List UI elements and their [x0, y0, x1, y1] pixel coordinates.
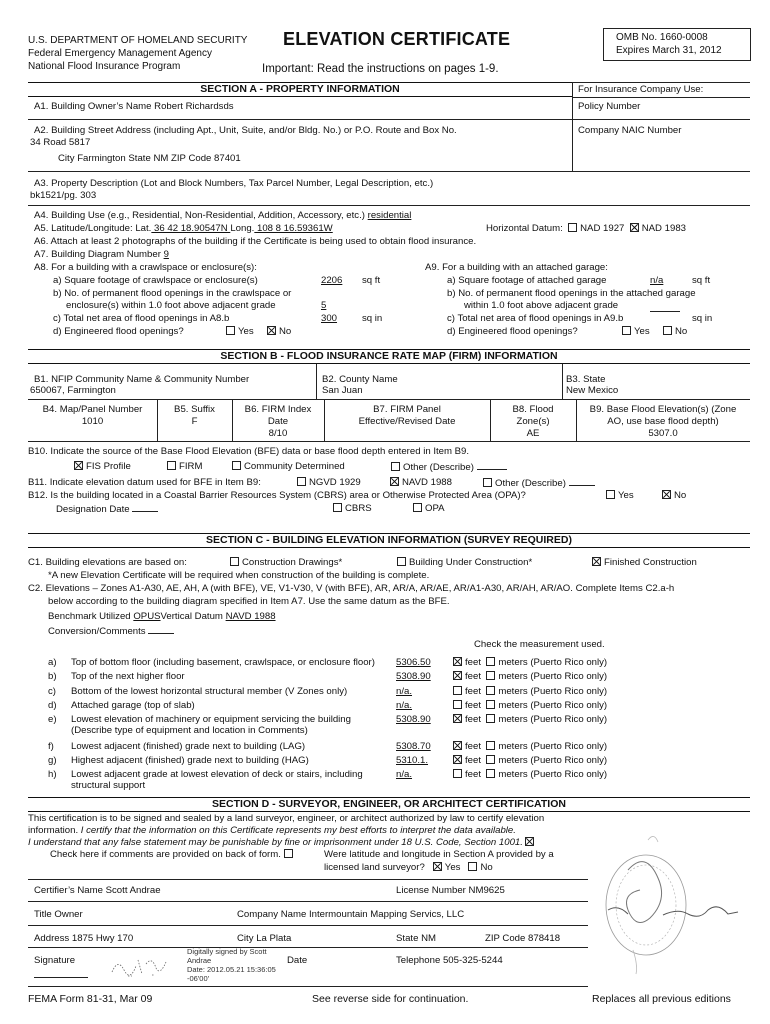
feet-checkbox[interactable]	[453, 741, 462, 750]
latlong-question-2: licensed land surveyor? Yes No	[324, 862, 493, 873]
b6-cell: B6. FIRM Index Date 8/10	[232, 404, 324, 440]
a8-label: A8. For a building with a crawlspace or enclosure(s):	[34, 262, 257, 273]
a8d-no-checkbox[interactable]	[267, 326, 276, 335]
row-units: feet meters (Puerto Rico only)	[453, 686, 607, 698]
benchmark-line: Benchmark Utilized OPUSVertical Datum NAVD 1988	[48, 611, 276, 622]
a8a-label: a) Square footage of crawlspace or enclosure(s)	[53, 275, 258, 286]
a7-diagram: A7. Building Diagram Number 9	[34, 249, 169, 260]
meters-checkbox[interactable]	[486, 714, 495, 723]
construction-drawings-checkbox[interactable]	[230, 557, 239, 566]
c1-uc-option: Building Under Construction*	[397, 557, 532, 569]
row-description: Lowest adjacent (finished) grade next to building (LAG)	[71, 741, 306, 752]
row-letter: g)	[48, 755, 57, 766]
c1-cd-option: Construction Drawings*	[230, 557, 342, 569]
nad83-checkbox[interactable]	[630, 223, 639, 232]
a8c-unit: sq in	[362, 313, 383, 324]
certifier-zip: ZIP Code 878418	[485, 933, 561, 944]
feet-checkbox[interactable]	[453, 671, 462, 680]
row-elevation-value: 5310.1.	[396, 755, 429, 766]
a8b-label-1: b) No. of permanent flood openings in the crawlspace or	[53, 288, 292, 299]
a3-description-value: bk1521/pg. 303	[30, 190, 97, 201]
row-description: Lowest adjacent grade at lowest elevation of deck or stairs, including	[71, 769, 363, 780]
row-units: feet meters (Puerto Rico only)	[453, 769, 607, 781]
row-description: Bottom of the lowest horizontal structural member (V Zones only)	[71, 686, 348, 697]
c1-note: *A new Elevation Certificate will be required when construction of the building is complete.	[48, 570, 430, 581]
row-description: Attached garage (top of slab)	[71, 700, 195, 711]
feet-checkbox[interactable]	[453, 769, 462, 778]
row-elevation-value: n/a.	[396, 686, 413, 697]
b5-value: F	[191, 416, 198, 427]
document-title: ELEVATION CERTIFICATE	[283, 29, 511, 49]
row-elevation-value: 5308.90	[396, 671, 431, 682]
ngvd-checkbox[interactable]	[297, 477, 306, 486]
section-d-title: SECTION D - SURVEYOR, ENGINEER, OR ARCHITECT CERTIFICATION	[28, 797, 750, 812]
a8b-value: 5	[321, 300, 327, 311]
cert-checkbox[interactable]	[525, 837, 534, 846]
b2-value: San Juan	[322, 385, 363, 396]
b12-yes-option: Yes	[606, 490, 634, 502]
row-elevation-value: n/a.	[396, 769, 413, 780]
certifier-city: City La Plata	[237, 933, 292, 944]
row-letter: h)	[48, 769, 57, 780]
row-letter: d)	[48, 700, 57, 711]
row-letter: b)	[48, 671, 57, 682]
b5-cell: B5. Suffix F	[157, 404, 232, 428]
section-a-title: SECTION A - PROPERTY INFORMATION	[28, 82, 572, 97]
check-measurement-label: Check the measurement used.	[474, 639, 605, 650]
a5-datum: Horizontal Datum: NAD 1927 NAD 1983	[486, 223, 686, 234]
community-determined-checkbox[interactable]	[232, 461, 241, 470]
a9c-label: c) Total net area of flood openings in A9.b	[447, 313, 624, 324]
a7-value: 9	[163, 249, 169, 260]
b11-other-blank[interactable]	[569, 477, 595, 486]
row-elevation-value: 5308.90	[396, 714, 431, 725]
agency-block	[28, 34, 247, 73]
c2-text-2: below according to the building diagram specified in Item A7. Use the same datum as the BFE.	[48, 596, 450, 607]
a2-address-label: A2. Building Street Address (including Apt., Unit, Suite, and/or Bldg. No.) or P.O. Route and Box No.	[34, 125, 457, 136]
row-units: feet meters (Puerto Rico only)	[453, 714, 607, 726]
b11-other-checkbox[interactable]	[483, 478, 492, 487]
latlong-yes-checkbox[interactable]	[433, 862, 442, 871]
b12-no-checkbox[interactable]	[662, 490, 671, 499]
certifier-title: Title Owner	[34, 909, 83, 920]
b3-value: New Mexico	[566, 385, 619, 396]
row-units: feet meters (Puerto Rico only)	[453, 657, 607, 669]
a2-city-state-zip: City Farmington State NM ZIP Code 87401	[58, 153, 241, 164]
finished-construction-checkbox[interactable]	[592, 557, 601, 566]
important-note: Important: Read the instructions on pages 1-9.	[262, 63, 499, 75]
a9a-label: a) Square footage of attached garage	[447, 275, 607, 286]
a1-owner-name: A1. Building Owner’s Name Robert Richardsds	[34, 101, 234, 112]
row-units: feet meters (Puerto Rico only)	[453, 755, 607, 767]
b3-label: B3. State	[566, 374, 606, 385]
b2-label: B2. County Name	[322, 374, 398, 385]
row-elevation-value: 5306.50	[396, 657, 431, 668]
a8d-yes-checkbox[interactable]	[226, 326, 235, 335]
row-letter: e)	[48, 714, 57, 725]
a8c-label: c) Total net area of flood openings in A8.b	[53, 313, 230, 324]
row-units: feet meters (Puerto Rico only)	[453, 700, 607, 712]
replaces-note: Replaces all previous editions	[592, 993, 731, 1005]
row-description-2: structural support	[71, 780, 146, 791]
row-letter: c)	[48, 686, 56, 697]
b12-yes-checkbox[interactable]	[606, 490, 615, 499]
b12-no-option: No	[662, 490, 686, 502]
agency-line-2: Federal Emergency Management Agency	[28, 48, 212, 59]
b8-cell: B8. Flood Zone(s) AE	[490, 404, 576, 440]
meters-checkbox[interactable]	[486, 741, 495, 750]
form-number: FEMA Form 81-31, Mar 09	[28, 993, 153, 1005]
c1-fc-option: Finished Construction	[592, 557, 697, 569]
date-label: Date	[287, 955, 308, 966]
continuation-note: See reverse side for continuation.	[312, 993, 469, 1005]
digital-signature-block: Digitally signed by Scott Andrae Date: 2012.05.21 15:36:05 -06'00'	[187, 947, 276, 983]
b6-value: 8/10	[268, 428, 288, 439]
telephone: Telephone 505-325-5244	[396, 955, 503, 966]
signature-image	[108, 950, 178, 980]
cbrs-checkbox[interactable]	[333, 503, 342, 512]
b12-designation: Designation Date	[56, 503, 158, 516]
b10-other-blank[interactable]	[477, 461, 507, 470]
row-description-2: (Describe type of equipment and location in Comments)	[71, 725, 308, 736]
meters-checkbox[interactable]	[486, 700, 495, 709]
b11-other-option: Other (Describe)	[483, 477, 595, 490]
benchmark-value: OPUS	[133, 611, 161, 622]
b11-ngvd-option: NGVD 1929	[297, 477, 361, 489]
cert-text-3: I understand that any false statement may be punishable by fine or imprisonment under 18 U.S. Code, Section 1001.	[28, 837, 537, 849]
meters-checkbox[interactable]	[486, 755, 495, 764]
b11-navd-option: NAVD 1988	[390, 477, 452, 489]
a8b-label-2: enclosure(s) within 1.0 foot above adjacent grade	[66, 300, 276, 311]
section-b-title: SECTION B - FLOOD INSURANCE RATE MAP (FIRM) INFORMATION	[28, 349, 750, 364]
agency-line-3: National Flood Insurance Program	[28, 61, 181, 72]
latlong-question-1: Were latitude and longitude in Section A provided by a	[324, 849, 554, 860]
agency-line-1: U.S. DEPARTMENT OF HOMELAND SECURITY	[28, 35, 248, 46]
a4-building-use: A4. Building Use (e.g., Residential, Non-Residential, Addition, Accessory, etc.) residential	[34, 210, 412, 221]
a8d-options: Yes No	[226, 326, 291, 338]
policy-number-field[interactable]: Policy Number	[578, 101, 641, 112]
vertical-datum-value: NAVD 1988	[225, 611, 276, 622]
license-number: License Number NM9625	[396, 885, 505, 896]
b9-value: 5307.0	[648, 428, 678, 439]
b8-value: AE	[526, 428, 540, 439]
cert-text-1: This certification is to be signed and sealed by a land surveyor, engineer, or architect authorized by law to certify elevation	[28, 813, 545, 824]
omb-expiry: Expires March 31, 2012	[616, 45, 722, 56]
b12-cbrs-option: CBRS	[333, 503, 372, 515]
b10-options: FIS Profile	[74, 461, 131, 473]
certifier-address: Address 1875 Hwy 170	[34, 933, 134, 944]
certifier-state: State NM	[396, 933, 436, 944]
b10-other-option: Other (Describe)	[391, 461, 507, 474]
b12-label: B12. Is the building located in a Coastal Barrier Resources System (CBRS) area or Otherwise Protected Area (OPA)?	[28, 490, 526, 501]
company-name: Company Name Intermountain Mapping Servics, LLC	[237, 909, 465, 920]
a5-latlong: A5. Latitude/Longitude: Lat. 36 42 18.90547N Long. 108 8 16.59361W	[34, 223, 333, 234]
b9-cell: B9. Base Flood Elevation(s) (Zone AO, use base flood depth) 5307.0	[576, 404, 750, 440]
b4-value: 1010	[81, 416, 104, 427]
comments-checkbox[interactable]	[284, 849, 293, 858]
surveyor-seal-image	[588, 830, 748, 975]
row-elevation-value: n/a.	[396, 700, 413, 711]
feet-checkbox[interactable]	[453, 657, 462, 666]
row-units: feet meters (Puerto Rico only)	[453, 741, 607, 753]
b1-value: 650067, Farmington	[30, 385, 116, 396]
a6-photographs: A6. Attach at least 2 photographs of the building if the Certificate is being used to obtain flood insurance.	[34, 236, 477, 247]
fis-profile-checkbox[interactable]	[74, 461, 83, 470]
latlong-no-checkbox[interactable]	[468, 862, 477, 871]
omb-number: OMB No. 1660-0008	[616, 32, 708, 43]
b12-opa-option: OPA	[413, 503, 445, 515]
under-construction-checkbox[interactable]	[397, 557, 406, 566]
row-elevation-value: 5308.70	[396, 741, 431, 752]
row-description: Lowest elevation of machinery or equipment servicing the building	[71, 714, 351, 725]
a3-description-label: A3. Property Description (Lot and Block Numbers, Tax Parcel Number, Legal Description, etc.)	[34, 178, 434, 189]
b4-cell: B4. Map/Panel Number 1010	[28, 404, 157, 428]
a8a-unit: sq ft	[362, 275, 381, 286]
conversion-comments: Conversion/Comments	[48, 625, 174, 638]
section-c-title: SECTION C - BUILDING ELEVATION INFORMATION (SURVEY REQUIRED)	[28, 533, 750, 548]
feet-checkbox[interactable]	[453, 686, 462, 695]
conversion-blank[interactable]	[148, 625, 174, 634]
b11-label: B11. Indicate elevation datum used for BFE in Item B9:	[28, 477, 261, 488]
a8d-label: d) Engineered flood openings?	[53, 326, 184, 337]
a4-value: residential	[367, 210, 412, 221]
a8c-value: 300	[321, 313, 338, 324]
b7-cell: B7. FIRM Panel Effective/Revised Date	[358, 404, 456, 427]
row-letter: f)	[48, 741, 54, 752]
feet-checkbox[interactable]	[453, 714, 462, 723]
a9c-unit: sq in	[692, 313, 713, 324]
a5-long-value: 108 8 16.59361W	[254, 223, 333, 234]
row-letter: a)	[48, 657, 57, 668]
a9d-label: d) Engineered flood openings?	[447, 326, 578, 337]
navd-checkbox[interactable]	[390, 477, 399, 486]
a9b-blank[interactable]	[650, 303, 680, 312]
a5-lat-value: 36 42 18.90547N	[151, 223, 231, 234]
comments-check-line: Check here if comments are provided on back of form.	[50, 849, 296, 861]
company-naic-field[interactable]: Company NAIC Number	[578, 125, 682, 136]
certifier-name: Certifier’s Name Scott Andrae	[34, 885, 161, 896]
a9d-no-checkbox[interactable]	[663, 326, 672, 335]
nad27-checkbox[interactable]	[568, 223, 577, 232]
a9b-label-2: within 1.0 foot above adjacent grade	[464, 300, 619, 311]
insurance-use-label: For Insurance Company Use:	[578, 84, 704, 95]
a9b-label-1: b) No. of permanent flood openings in the attached garage	[447, 288, 696, 299]
row-description: Highest adjacent (finished) grade next to building (HAG)	[71, 755, 309, 766]
b10-label: B10. Indicate the source of the Base Flood Elevation (BFE) data or base flood depth entered in Item B9.	[28, 446, 470, 457]
c1-label: C1. Building elevations are based on:	[28, 557, 187, 568]
meters-checkbox[interactable]	[486, 769, 495, 778]
a2-address-value: 34 Road 5817	[30, 137, 91, 148]
b10-firm-option: FIRM	[167, 461, 202, 473]
meters-checkbox[interactable]	[486, 657, 495, 666]
meters-checkbox[interactable]	[486, 671, 495, 680]
feet-checkbox[interactable]	[453, 755, 462, 764]
b10-cd-option: Community Determined	[232, 461, 345, 473]
signature-label: Signature	[34, 955, 76, 966]
b1-label: B1. NFIP Community Name & Community Number	[34, 374, 250, 385]
b10-other-checkbox[interactable]	[391, 462, 400, 471]
opa-checkbox[interactable]	[413, 503, 422, 512]
a9a-value: n/a	[650, 275, 664, 286]
meters-checkbox[interactable]	[486, 686, 495, 695]
a9d-options: Yes No	[622, 326, 687, 338]
feet-checkbox[interactable]	[453, 700, 462, 709]
c2-text-1: C2. Elevations – Zones A1-A30, AE, AH, A (with BFE), VE, V1-V30, V (with BFE), AR, AR/A, AR/AE, AR/A1-A30, AR/AH, AR/AO. Complete Items C2.a-h	[28, 583, 675, 594]
designation-date-blank[interactable]	[132, 503, 158, 512]
omb-box	[603, 28, 751, 61]
firm-checkbox[interactable]	[167, 461, 176, 470]
row-description: Top of the next higher floor	[71, 671, 185, 682]
a9-label: A9. For a building with an attached garage:	[425, 262, 608, 273]
a9a-unit: sq ft	[692, 275, 711, 286]
cert-text-2: information. I certify that the information on this Certificate represents my best efforts to interpret the data available.	[28, 825, 516, 836]
a8a-value: 2206	[321, 275, 343, 286]
a9d-yes-checkbox[interactable]	[622, 326, 631, 335]
row-description: Top of bottom floor (including basement, crawlspace, or enclosure floor)	[71, 657, 375, 668]
signature-blank[interactable]	[34, 969, 88, 978]
row-units: feet meters (Puerto Rico only)	[453, 671, 607, 683]
